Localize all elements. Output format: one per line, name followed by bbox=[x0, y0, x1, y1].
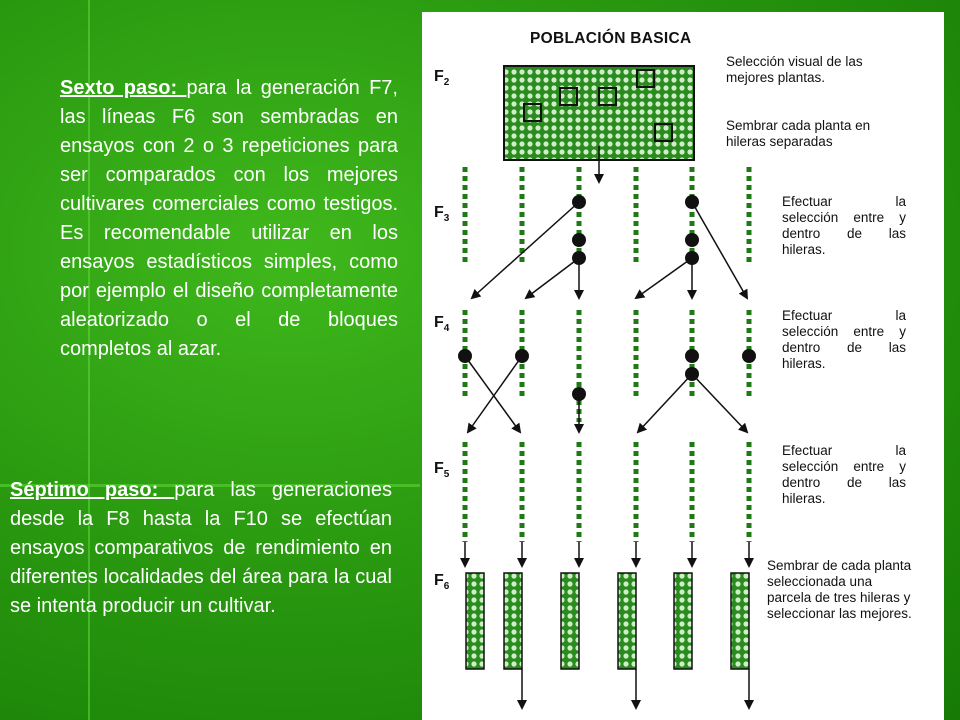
note-f2-sow-rows: Sembrar cada planta en hileras separadas bbox=[726, 118, 871, 149]
arrow bbox=[472, 202, 579, 298]
sexto-paso-label: Sexto paso: bbox=[60, 77, 187, 99]
arrow bbox=[636, 258, 692, 298]
septimo-paso-body: para las generaciones desde la F8 hasta la F10 se efectúan ensayos comparativos de rendimiento en diferentes localidades del área para la cual se intenta producir un cultivar. bbox=[10, 479, 392, 617]
f3-rows bbox=[465, 167, 749, 262]
f4-rows bbox=[465, 310, 749, 422]
pedigree-diagram bbox=[422, 12, 944, 720]
f6-plots bbox=[466, 573, 749, 669]
note-f5-selection: Efectuar la selección entre y dentro de las hileras. bbox=[782, 443, 906, 506]
generation-label-f6: $F_6$ bbox=[434, 572, 450, 593]
generation-label-f4: $F_4$ bbox=[434, 314, 450, 335]
selected-plant bbox=[572, 233, 586, 247]
generation-label-f2: $F_2$ bbox=[434, 68, 450, 89]
note-f3-selection: Efectuar la selección entre y dentro de las hileras. bbox=[782, 194, 906, 257]
selected-plant bbox=[685, 233, 699, 247]
generation-label-f3: $F_3$ bbox=[434, 204, 450, 225]
arrow bbox=[468, 356, 522, 432]
base-population-field bbox=[504, 66, 694, 160]
arrow bbox=[638, 374, 692, 432]
selected-plant bbox=[742, 349, 756, 363]
note-f2-visual-selection: Selección visual de las mejores plantas. bbox=[726, 54, 863, 85]
arrow bbox=[692, 202, 747, 298]
septimo-paso-paragraph bbox=[10, 476, 392, 621]
arrow bbox=[465, 356, 520, 432]
selected-plant bbox=[685, 349, 699, 363]
f5-rows bbox=[465, 442, 749, 542]
note-f6-plots: Sembrar de cada planta seleccionada una parcela de tres hileras y seleccionar las mejores. bbox=[767, 558, 912, 621]
sexto-paso-paragraph bbox=[60, 74, 398, 364]
arrow bbox=[692, 374, 747, 432]
generation-label-f5: $F_5$ bbox=[434, 460, 450, 481]
arrow bbox=[526, 258, 579, 298]
note-f4-selection: Efectuar la selección entre y dentro de las hileras. bbox=[782, 308, 906, 371]
sexto-paso-body: para la generación F7, las líneas F6 son sembradas en ensayos con 2 o 3 repeticiones para ser comparados con los mejores cultivares comerciales como testigos. Es recomendable utilizar en los ensayos estadísticos simples, como por ejemplo el diseño completamente aleatorizado o el de bloques completos al azar. bbox=[60, 77, 398, 360]
diagram-title: POBLACIÓN BASICA bbox=[530, 30, 692, 47]
septimo-paso-label: Séptimo paso: bbox=[10, 479, 175, 501]
